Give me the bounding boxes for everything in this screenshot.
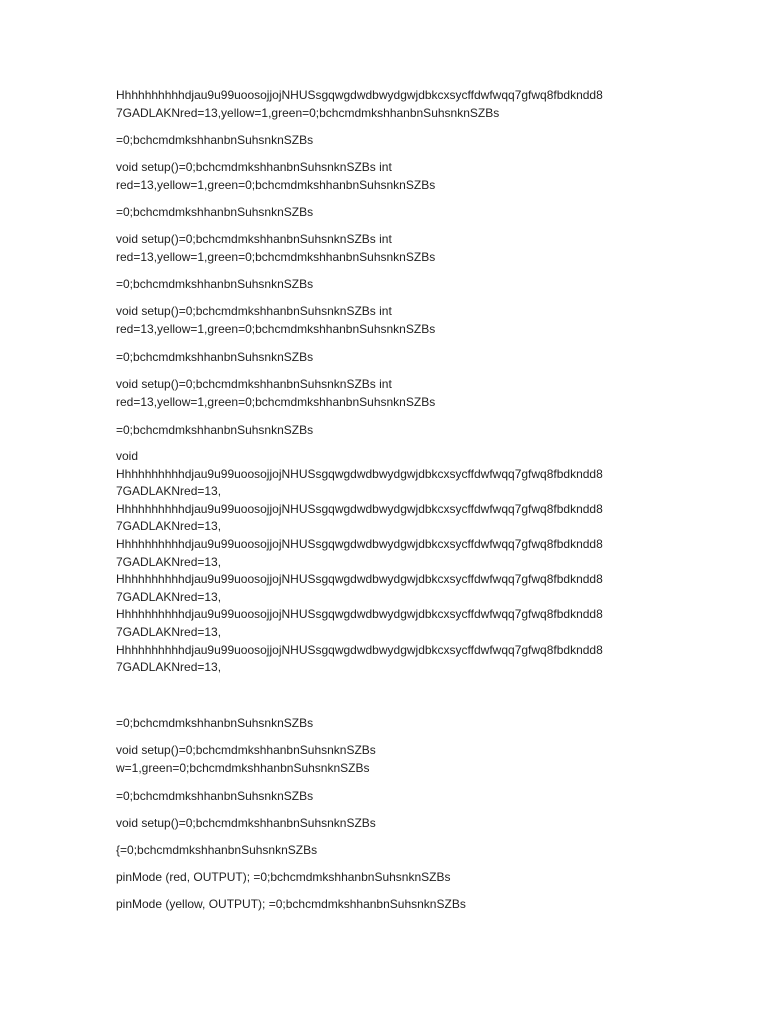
text-line: =0;bchcmdmkshhanbnSuhsnknSZBs <box>116 423 314 437</box>
text-line: void setup()=0;bchcmdmkshhanbnSuhsnknSZBs <box>116 743 376 757</box>
text-line: =0;bchcmdmkshhanbnSuhsnknSZBs <box>116 277 314 291</box>
text-line: Hhhhhhhhhhdjau9u99uoosojjojNHUSsgqwgdwdbwydgwjdbkcxsycffdwfwqq7gfwq8fbdkndd8 <box>116 501 603 516</box>
document-paragraph <box>116 132 661 150</box>
document-paragraph <box>116 303 661 338</box>
document-paragraph <box>116 159 661 194</box>
text-line: 7GADLAKNred=13, <box>116 519 222 534</box>
text-line: red=13,yellow=1,green=0;bchcmdmkshhanbnSuhsnknSZBs <box>116 249 436 264</box>
text-line: {=0;bchcmdmkshhanbnSuhsnknSZBs <box>116 843 318 857</box>
text-line: pinMode (yellow, OUTPUT); =0;bchcmdmkshhanbnSuhsnknSZBs <box>116 897 466 911</box>
text-line: 7GADLAKNred=13, <box>116 660 222 675</box>
document-paragraph <box>116 896 661 914</box>
document-paragraph <box>116 231 661 266</box>
document-paragraph <box>116 788 661 806</box>
document-paragraph <box>116 349 661 367</box>
document-paragraph <box>116 276 661 294</box>
text-line: void <box>116 449 139 463</box>
text-line: red=13,yellow=1,green=0;bchcmdmkshhanbnSuhsnknSZBs <box>116 394 436 409</box>
text-line: 7GADLAKNred=13, <box>116 554 222 569</box>
document-paragraph <box>116 87 661 122</box>
text-line: 7GADLAKNred=13, <box>116 624 222 639</box>
document-paragraph <box>116 815 661 833</box>
document-paragraph <box>116 715 661 733</box>
text-line: 7GADLAKNred=13, <box>116 589 222 604</box>
document-paragraph <box>116 842 661 860</box>
text-line: red=13,yellow=1,green=0;bchcmdmkshhanbnSuhsnknSZBs <box>116 321 436 336</box>
text-line: void setup()=0;bchcmdmkshhanbnSuhsnknSZBs int <box>116 160 392 174</box>
text-line: void setup()=0;bchcmdmkshhanbnSuhsnknSZBs int <box>116 304 392 318</box>
text-line: void setup()=0;bchcmdmkshhanbnSuhsnknSZBs <box>116 816 376 830</box>
text-line: Hhhhhhhhhhdjau9u99uoosojjojNHUSsgqwgdwdbwydgwjdbkcxsycffdwfwqq7gfwq8fbdkndd8 <box>116 642 603 657</box>
document-paragraph <box>116 422 661 440</box>
text-line: pinMode (red, OUTPUT); =0;bchcmdmkshhanbnSuhsnknSZBs <box>116 870 451 884</box>
text-line: 7GADLAKNred=13,yellow=1,green=0;bchcmdmkshhanbnSuhsnknSZBs <box>116 105 500 120</box>
text-line: Hhhhhhhhhhdjau9u99uoosojjojNHUSsgqwgdwdbwydgwjdbkcxsycffdwfwqq7gfwq8fbdkndd8 <box>116 466 603 481</box>
text-line: red=13,yellow=1,green=0;bchcmdmkshhanbnSuhsnknSZBs <box>116 177 436 192</box>
document-paragraph <box>116 376 661 411</box>
text-line: =0;bchcmdmkshhanbnSuhsnknSZBs <box>116 789 314 803</box>
text-line: 7GADLAKNred=13, <box>116 484 222 499</box>
document-paragraph <box>116 869 661 887</box>
text-line: Hhhhhhhhhhdjau9u99uoosojjojNHUSsgqwgdwdbwydgwjdbkcxsycffdwfwqq7gfwq8fbdkndd8 <box>116 607 603 622</box>
text-line: void setup()=0;bchcmdmkshhanbnSuhsnknSZBs int <box>116 377 392 391</box>
text-line: =0;bchcmdmkshhanbnSuhsnknSZBs <box>116 716 314 730</box>
text-line: =0;bchcmdmkshhanbnSuhsnknSZBs <box>116 133 314 147</box>
document-paragraph <box>116 204 661 222</box>
text-line: void setup()=0;bchcmdmkshhanbnSuhsnknSZBs int <box>116 232 392 246</box>
text-line: =0;bchcmdmkshhanbnSuhsnknSZBs <box>116 205 314 219</box>
text-line: w=1,green=0;bchcmdmkshhanbnSuhsnknSZBs <box>116 760 370 775</box>
text-line: Hhhhhhhhhhdjau9u99uoosojjojNHUSsgqwgdwdbwydgwjdbkcxsycffdwfwqq7gfwq8fbdkndd8 <box>116 536 603 551</box>
text-line: Hhhhhhhhhhdjau9u99uoosojjojNHUSsgqwgdwdbwydgwjdbkcxsycffdwfwqq7gfwq8fbdkndd8 <box>116 88 603 102</box>
text-line: =0;bchcmdmkshhanbnSuhsnknSZBs <box>116 350 314 364</box>
document-paragraph <box>116 742 661 777</box>
document-paragraph <box>116 448 661 677</box>
text-line: Hhhhhhhhhhdjau9u99uoosojjojNHUSsgqwgdwdbwydgwjdbkcxsycffdwfwqq7gfwq8fbdkndd8 <box>116 572 603 587</box>
